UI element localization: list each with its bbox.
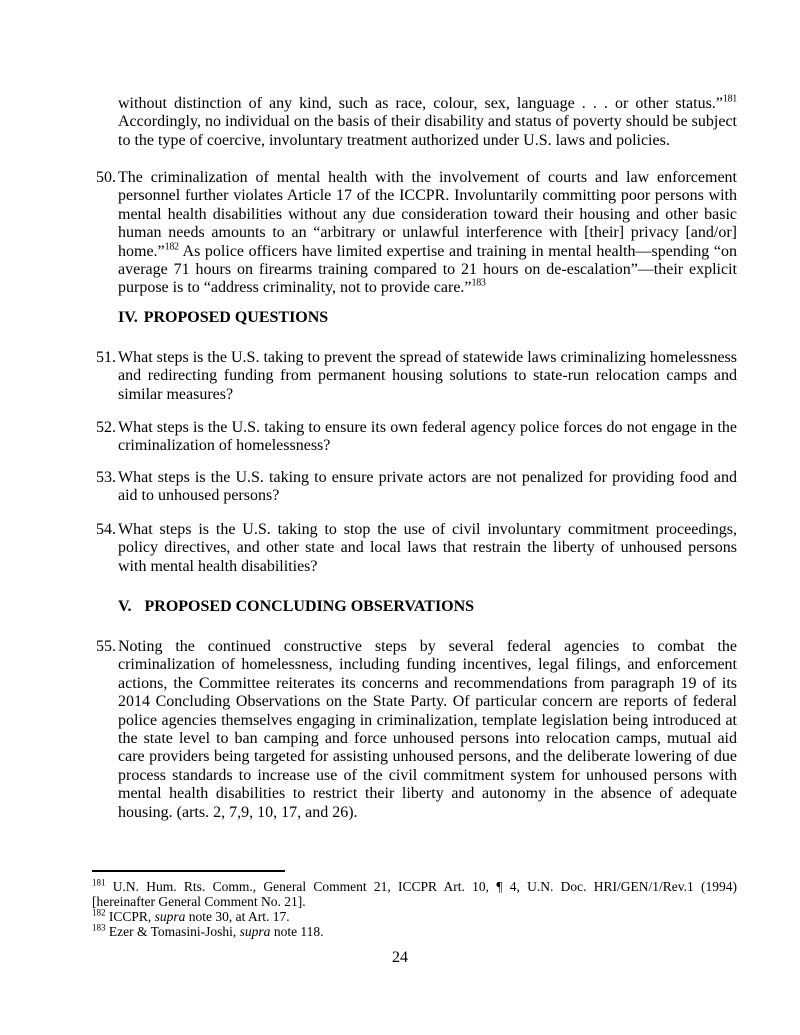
paragraph-text: The criminalization of mental health with the involvement of courts and law enforcement personnel further violates Article 17 of the ICCPR. Involuntarily committing poor persons with mental health disabilities without any due consideration toward their housing and other basic human needs amounts to an “arbitrary or unlawful interference with [their] privacy [and/or] home.” bbox=[118, 169, 737, 260]
footnote-number: 183 bbox=[92, 922, 106, 933]
paragraph-number: 52. bbox=[96, 419, 116, 436]
paragraph-text: Accordingly, no individual on the basis of their disability and status of poverty should be subject to the type of coercive, involuntary treatment authorized under U.S. laws and policies. bbox=[118, 113, 737, 149]
footnotes-section bbox=[92, 879, 737, 939]
footnote-number: 181 bbox=[92, 877, 106, 888]
footnote-supra-italic: supra bbox=[239, 924, 271, 939]
paragraph-53 bbox=[96, 469, 737, 506]
paragraph-49-continuation bbox=[118, 95, 737, 150]
page-number: 24 bbox=[392, 949, 408, 966]
footnote-supra-italic: supra bbox=[154, 909, 186, 924]
paragraph-52 bbox=[96, 419, 737, 456]
footnote-text: ICCPR, bbox=[105, 909, 155, 924]
footnote-text: Ezer & Tomasini-Joshi, bbox=[105, 924, 240, 939]
section-title: PROPOSED CONCLUDING OBSERVATIONS bbox=[144, 598, 475, 615]
section-heading-iv bbox=[118, 309, 737, 327]
paragraph-text: Noting the continued constructive steps by several federal agencies to combat the criminalization of homelessness, including funding incentives, legal filings, and enforcement actions, the Committee reiterates its concerns and recommendations from paragraph 19 of its 2014 Concluding Observations on the State Party. Of particular concern are reports of federal police agencies themselves engaging in criminalization, template legislation being introduced at the state level to ban camping and force unhoused persons into relocation camps, mutual aid care providers being targeted for assisting unhoused persons, and the deliberate lowering of due process standards to increase use of the civil commitment system for unhoused persons with mental health disabilities to restrict their liberty and autonomy in the absence of adequate housing. (arts. 2, 7,9, 10, 17, and 26). bbox=[118, 638, 737, 821]
paragraph-51 bbox=[96, 349, 737, 404]
footnote-number: 182 bbox=[92, 907, 106, 918]
paragraph-number: 51. bbox=[96, 349, 116, 366]
paragraph-number: 50. bbox=[96, 169, 116, 186]
paragraph-50 bbox=[96, 169, 737, 298]
paragraph-text: As police officers have limited expertise and training in mental health—spending “on average 71 hours on firearms training compared to 21 hours on de-escalation”—their explicit purpose is to “address criminality, not to provide care.” bbox=[118, 242, 737, 297]
paragraph-55 bbox=[96, 638, 737, 822]
footnote-183 bbox=[92, 924, 737, 939]
footnote-ref-183: 183 bbox=[471, 278, 486, 290]
section-heading-v bbox=[118, 598, 737, 616]
paragraph-number: 55. bbox=[96, 638, 116, 655]
footnote-182 bbox=[92, 909, 737, 924]
paragraph-text: What steps is the U.S. taking to stop the use of civil involuntary commitment proceedings, policy directives, and other state and local laws that restrain the liberty of unhoused persons with mental health disabilities? bbox=[118, 521, 737, 575]
paragraph-number: 54. bbox=[96, 521, 116, 538]
footnote-181 bbox=[92, 879, 737, 909]
section-number: V. bbox=[118, 598, 132, 615]
paragraph-54 bbox=[96, 521, 737, 576]
footnote-text: note 30, at Art. 17. bbox=[185, 909, 290, 924]
footnote-ref-181: 181 bbox=[722, 93, 737, 105]
footnote-ref-182: 182 bbox=[164, 241, 179, 253]
section-number: IV. bbox=[118, 309, 138, 326]
paragraph-text: without distinction of any kind, such as race, colour, sex, language . . . or other status.” bbox=[118, 95, 723, 112]
section-title: PROPOSED QUESTIONS bbox=[143, 309, 329, 326]
paragraph-number: 53. bbox=[96, 469, 116, 486]
footnote-separator-rule bbox=[92, 870, 285, 872]
footnote-text: note 118. bbox=[270, 924, 324, 939]
paragraph-text: What steps is the U.S. taking to ensure private actors are not penalized for providing food and aid to unhoused persons? bbox=[118, 469, 737, 505]
paragraph-text: What steps is the U.S. taking to prevent the spread of statewide laws criminalizing homelessness and redirecting funding from permanent housing solutions to state-run relocation camps and similar measures? bbox=[118, 349, 737, 403]
paragraph-text: What steps is the U.S. taking to ensure its own federal agency police forces do not engage in the criminalization of homelessness? bbox=[118, 419, 737, 455]
footnote-text: U.N. Hum. Rts. Comm., General Comment 21, ICCPR Art. 10, ¶ 4, U.N. Doc. HRI/GEN/1/Rev.1 (1994) [hereinafter General Comment No. 21]. bbox=[92, 879, 737, 909]
